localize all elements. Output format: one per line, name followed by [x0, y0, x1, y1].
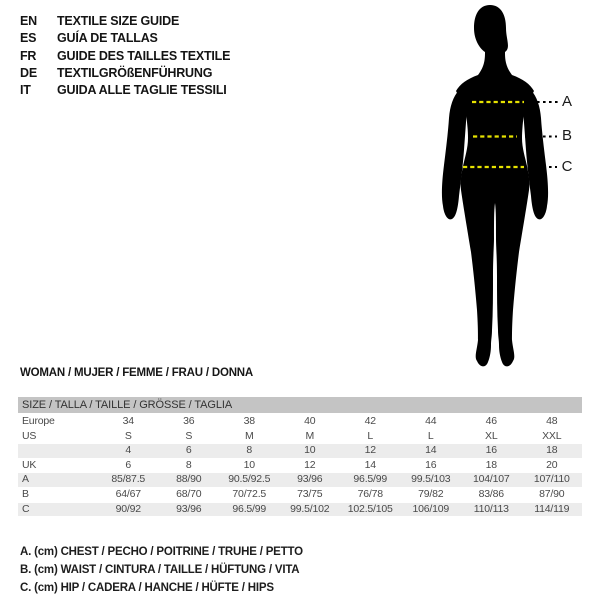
table-row-waist: [18, 488, 582, 503]
language-row-fr: [20, 48, 230, 65]
marker-label-c: C: [561, 158, 573, 175]
language-row-es: [20, 30, 230, 47]
measurement-legend: [20, 544, 303, 597]
language-label: TEXTILE SIZE GUIDE: [57, 14, 180, 28]
size-value: 88/90: [176, 473, 202, 486]
language-code: ES: [20, 31, 37, 46]
language-code: EN: [20, 14, 37, 28]
row-label: A: [22, 473, 29, 486]
size-value: 44: [425, 415, 437, 427]
row-label: B: [22, 487, 29, 500]
measurement-figure: [415, 0, 600, 380]
row-label: UK: [22, 458, 37, 471]
size-value: 110/113: [473, 502, 509, 515]
size-value: 18: [546, 444, 558, 457]
size-value: 68/70: [176, 487, 202, 500]
size-value: 85/87.5: [111, 473, 146, 486]
size-value: L: [367, 429, 374, 442]
size-value: 10: [304, 444, 316, 457]
size-table-header: SIZE / TALLA / TAILLE / GRÖSSE / TAGLIA: [18, 397, 582, 413]
size-value: 90/92: [115, 502, 141, 515]
marker-label-a: A: [561, 93, 572, 110]
size-value: 12: [364, 444, 376, 457]
row-label: US: [22, 429, 37, 442]
legend-waist: B. (cm) WAIST / CINTURA / TAILLE / HÜFTUNG / VITA: [20, 563, 300, 576]
size-value: 18: [485, 458, 497, 471]
size-value: 96.5/99: [232, 502, 267, 515]
size-value: 83/86: [478, 487, 504, 500]
language-row-it: [20, 82, 230, 99]
legend-hip: C. (cm) HIP / CADERA / HANCHE / HÜFTE / HIPS: [20, 581, 274, 594]
size-value: 12: [304, 458, 316, 471]
size-value: 8: [246, 444, 253, 457]
size-value: 46: [485, 415, 497, 427]
marker-label-b: B: [561, 127, 572, 144]
size-value: 76/78: [357, 487, 383, 500]
size-value: 40: [304, 415, 316, 427]
legend-chest: A. (cm) CHEST / PECHO / POITRINE / TRUHE / PETTO: [20, 546, 303, 558]
size-value: 70/72.5: [232, 487, 267, 500]
row-label: [18, 444, 98, 458]
language-guide-list: [20, 13, 230, 99]
size-value: 6: [125, 458, 132, 471]
size-value: 64/67: [115, 487, 141, 500]
section-title-woman: WOMAN / MUJER / FEMME / FRAU / DONNA: [20, 367, 254, 379]
size-value: 104/107: [472, 473, 510, 486]
size-value: 73/75: [297, 487, 323, 500]
size-value: 93/96: [297, 473, 323, 486]
language-label: GUÍA DE TALLAS: [57, 31, 158, 46]
size-value: XL: [485, 429, 498, 442]
size-value: 79/82: [418, 487, 444, 500]
size-value: 90.5/92.5: [228, 473, 271, 486]
size-value: 106/109: [412, 502, 450, 515]
size-value: S: [185, 429, 193, 442]
size-table: [18, 397, 582, 517]
size-value: 8: [185, 458, 192, 471]
language-label: TEXTILGRÖßENFÜHRUNG: [57, 65, 213, 80]
size-value: 99.5/103: [411, 473, 451, 486]
table-row-chest: [18, 473, 582, 488]
language-row-de: [20, 65, 230, 82]
size-value: 93/96: [176, 502, 202, 515]
row-label: Europe: [22, 415, 55, 427]
size-value: 14: [364, 458, 376, 471]
size-value: 36: [183, 415, 195, 427]
size-value: 107/110: [533, 473, 570, 486]
language-code: IT: [20, 83, 31, 98]
language-code: DE: [20, 65, 37, 80]
woman-silhouette-icon: [415, 0, 600, 380]
size-value: M: [305, 429, 315, 442]
language-label: GUIDE DES TAILLES TEXTILE: [57, 48, 231, 63]
size-value: 6: [185, 444, 192, 457]
language-code: FR: [20, 48, 37, 63]
size-value: 4: [125, 444, 132, 457]
size-value: XXL: [542, 429, 562, 442]
size-value: 14: [425, 444, 437, 457]
size-value: 10: [243, 458, 255, 471]
size-value: 114/119: [534, 502, 570, 515]
size-value: 16: [425, 458, 437, 471]
size-value: 96.5/99: [353, 473, 388, 486]
table-row-us-numeric: [18, 444, 582, 459]
size-value: 102.5/105: [347, 502, 393, 515]
table-row-uk: [18, 459, 582, 474]
size-value: 16: [485, 444, 497, 457]
table-row-europe: [18, 415, 582, 430]
size-value: 99.5/102: [290, 502, 330, 515]
size-value: 87/90: [539, 487, 565, 500]
language-label: GUIDA ALLE TAGLIE TESSILI: [57, 83, 227, 98]
size-value: 34: [122, 415, 134, 427]
language-row-en: [20, 13, 230, 30]
size-value: 20: [546, 458, 558, 471]
table-row-us: [18, 430, 582, 445]
size-value: 38: [243, 415, 255, 427]
row-label: C: [22, 502, 30, 515]
size-value: L: [427, 429, 434, 442]
size-value: 42: [364, 415, 376, 427]
size-value: M: [244, 429, 254, 442]
table-row-hip: [18, 503, 582, 518]
size-value: S: [124, 429, 132, 442]
size-value: 48: [546, 415, 558, 427]
